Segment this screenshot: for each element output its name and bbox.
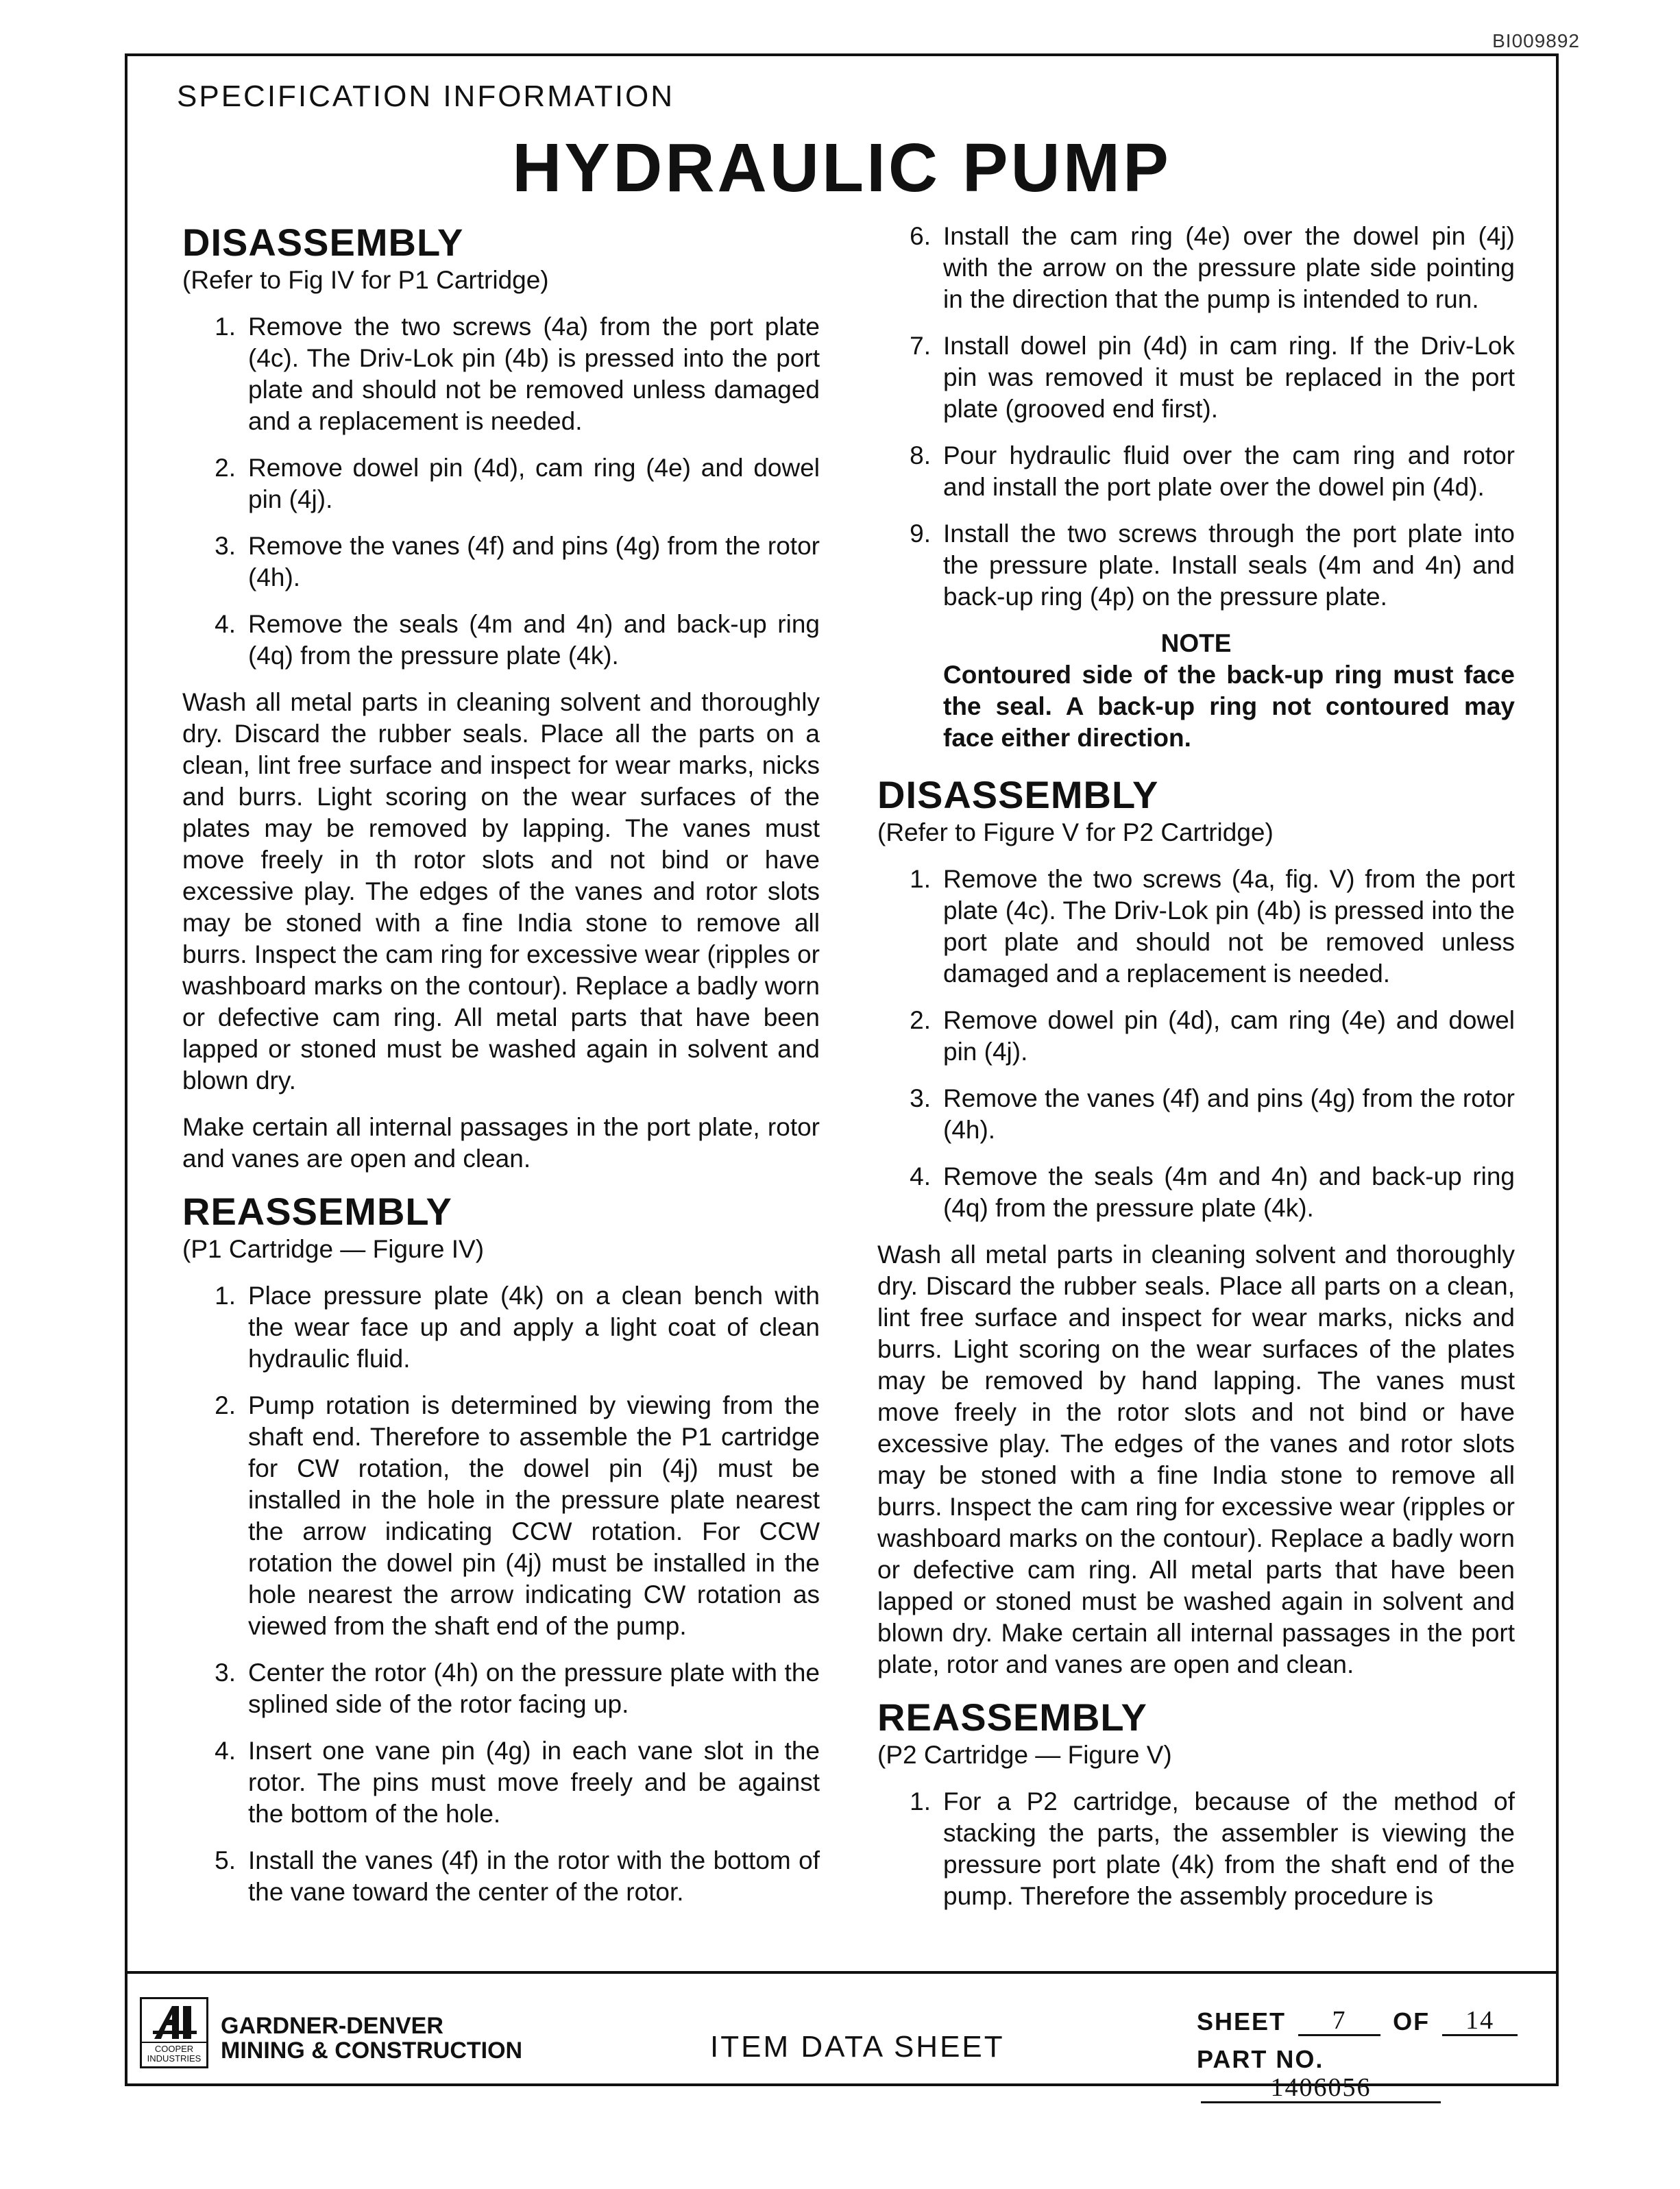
- step-number: 1.: [215, 313, 236, 341]
- reassembly-heading: REASSEMBLY: [182, 1190, 452, 1233]
- step: [877, 1786, 1515, 1912]
- step: [182, 609, 820, 672]
- step-number: 2.: [910, 1006, 931, 1034]
- cleaning-paragraph: Wash all metal parts in cleaning solvent and thoroughly dry. Discard the rubber seals. Place all the parts on a clean, lint free surface and inspect for wear marks, nicks and burrs. Light scoring on the wear surfaces of the plates may be removed by lapping. The vanes must move freely in th rotor slots and not bind or have excessive play. The edges of the vanes and rotor slots may be stoned with a fine India stone to remove all burrs. Inspect the cam ring for excessive wear (ripples or washboard marks on the contour). Replace a badly worn or defective cam ring. All metal parts that have been lapped or stoned must be washed again in solvent and blown dry.: [182, 688, 820, 1094]
- gardner-denver-logo-icon: [151, 2003, 198, 2042]
- step: [182, 452, 820, 515]
- of-label: OF: [1393, 2007, 1431, 2035]
- step-number: 7.: [910, 332, 931, 360]
- company-line-2: MINING & CONSTRUCTION: [221, 2038, 523, 2064]
- step-text: Remove the seals (4m and 4n) and back-up ring (4q) from the pressure plate (4k).: [943, 1162, 1515, 1222]
- step-number: 3.: [910, 1084, 931, 1112]
- company-name: [221, 2014, 522, 2063]
- step: [182, 311, 820, 437]
- step: [182, 1845, 820, 1908]
- step-text: Insert one vane pin (4g) in each vane slot in the rotor. The pins must move freely and be against the bottom of the hole.: [248, 1737, 820, 1828]
- step: [877, 440, 1515, 503]
- right-column: [877, 221, 1515, 1927]
- step-number: 4.: [215, 610, 236, 638]
- step-text: Center the rotor (4h) on the pressure plate with the splined side of the rotor facing up.: [248, 1659, 820, 1718]
- step: [877, 330, 1515, 425]
- step-text: Remove the vanes (4f) and pins (4g) from the rotor (4h).: [248, 532, 820, 591]
- step: [182, 1390, 820, 1642]
- step-text: Remove the seals (4m and 4n) and back-up ring (4q) from the pressure plate (4k).: [248, 610, 820, 670]
- step-number: 9.: [910, 519, 931, 548]
- step-number: 1.: [910, 1787, 931, 1815]
- step: [182, 530, 820, 594]
- step: [877, 1005, 1515, 1068]
- step-text: Pour hydraulic fluid over the cam ring and rotor and install the port plate over the dowel pin (4d).: [943, 441, 1515, 501]
- step: [182, 1735, 820, 1830]
- reassembly-heading-p2: REASSEMBLY: [877, 1696, 1147, 1739]
- step-number: 5.: [215, 1846, 236, 1874]
- step-number: 8.: [910, 441, 931, 469]
- step-number: 6.: [910, 222, 931, 250]
- part-number-row: [1197, 2045, 1556, 2103]
- step-number: 2.: [215, 1391, 236, 1419]
- company-logo: [140, 1997, 208, 2068]
- disassembly-steps-p2: [877, 864, 1515, 1224]
- disassembly-heading-p2: DISASSEMBLY: [877, 773, 1159, 816]
- step: [877, 864, 1515, 990]
- step-text: Pump rotation is determined by viewing from the shaft end. Therefore to assemble the P1 cartridge for CW rotation, the dowel pin (4j) must be installed in the hole in the pressure plate nearest the arrow indicating CCW rotation. For CCW rotation the dowel pin (4j) must be installed in the hole nearest the arrow indicating CW rotation as viewed from the shaft end of the pump.: [248, 1391, 820, 1640]
- footer: [127, 1971, 1556, 2102]
- step-text: Remove dowel pin (4d), cam ring (4e) and dowel pin (4j).: [943, 1006, 1515, 1066]
- step-number: 3.: [215, 532, 236, 560]
- disassembly-steps: [182, 311, 820, 672]
- reassembly-steps: [182, 1280, 820, 1908]
- document-id: BI009892: [1492, 30, 1580, 51]
- item-data-sheet-label: ITEM DATA SHEET: [710, 2030, 1005, 2064]
- step-text: Install the cam ring (4e) over the dowel pin (4j) with the arrow on the pressure plate side pointing in the direction that the pump is intended to run.: [943, 222, 1515, 313]
- note-heading: NOTE: [1160, 629, 1232, 657]
- step-number: 1.: [910, 865, 931, 893]
- step-text: Remove dowel pin (4d), cam ring (4e) and dowel pin (4j).: [248, 454, 820, 513]
- part-label: PART NO.: [1197, 2045, 1324, 2073]
- step-text: Install the vanes (4f) in the rotor with the bottom of the vane toward the center of the rotor.: [248, 1846, 820, 1906]
- disassembly-reference: (Refer to Fig IV for P1 Cartridge): [182, 266, 549, 294]
- reassembly-reference-p2: (P2 Cartridge — Figure V): [877, 1741, 1172, 1769]
- logo-subtext: COOPER INDUSTRIES: [142, 2042, 206, 2064]
- sheet-number-row: [1197, 2007, 1522, 2036]
- step: [877, 1083, 1515, 1146]
- reassembly-steps-p2: [877, 1786, 1515, 1912]
- step-text: Install the two screws through the port plate into the pressure plate. Install seals (4m and 4n) and back-up ring (4p) on the pressure plate.: [943, 519, 1515, 611]
- step: [182, 1657, 820, 1720]
- reassembly-steps-continued: [877, 221, 1515, 613]
- part-number: 1406056: [1201, 2074, 1441, 2103]
- page-title: HYDRAULIC PUMP: [512, 130, 1171, 206]
- step-text: Place pressure plate (4k) on a clean bench with the wear face up and apply a light coat of clean hydraulic fluid.: [248, 1282, 820, 1373]
- sheet-number: 7: [1298, 2007, 1380, 2036]
- step: [877, 221, 1515, 315]
- cleaning-paragraph-p2: Wash all metal parts in cleaning solvent and thoroughly dry. Discard the rubber seals. Place all parts on a clean, lint free surface and inspect for wear marks, nicks and burrs. Light scoring on the wear surfaces of the plates may be removed by hand lapping. The vanes must move freely in the rotor slots and not bind or have excessive play. The edges of the vanes and rotor slots may be stoned with a fine India stone to remove all burrs. Inspect the cam ring for excessive wear (ripples or washboard marks on the contour). Replace a badly worn or defective cam ring. All metal parts that have been lapped or stoned must be washed again in solvent and blown dry. Make certain all internal passages in the port plate, rotor and vanes are open and clean.: [877, 1240, 1515, 1678]
- note-body: Contoured side of the back-up ring must face the seal. A back-up ring not contoured may face either direction.: [943, 661, 1515, 752]
- disassembly-heading: DISASSEMBLY: [182, 221, 464, 264]
- disassembly-reference-p2: (Refer to Figure V for P2 Cartridge): [877, 818, 1274, 846]
- step-text: Install dowel pin (4d) in cam ring. If the Driv-Lok pin was removed it must be replaced in the port plate (grooved end first).: [943, 332, 1515, 423]
- step-number: 3.: [215, 1659, 236, 1687]
- step-number: 1.: [215, 1282, 236, 1310]
- sheet-label: SHEET: [1197, 2007, 1287, 2035]
- step-text: Remove the two screws (4a, fig. V) from the port plate (4c). The Driv-Lok pin (4b) is pressed into the port plate and should not be removed unless damaged and a replacement is needed.: [943, 865, 1515, 988]
- step-text: For a P2 cartridge, because of the method of stacking the parts, the assembler is viewing the pressure port plate (4k) from the shaft end of the pump. Therefore the assembly procedure is: [943, 1787, 1515, 1910]
- left-column: [182, 221, 820, 1923]
- step-text: Remove the two screws (4a) from the port plate (4c). The Driv-Lok pin (4b) is pressed into the port plate and should not be removed unless damaged and a replacement is needed.: [248, 313, 820, 435]
- reassembly-reference: (P1 Cartridge — Figure IV): [182, 1235, 485, 1263]
- sheet-total: 14: [1442, 2007, 1518, 2036]
- company-line-1: GARDNER-DENVER: [221, 2013, 443, 2039]
- page-frame: [125, 53, 1559, 2102]
- step-number: 2.: [215, 454, 236, 482]
- step: [182, 1280, 820, 1375]
- step-number: 4.: [910, 1162, 931, 1190]
- step-number: 4.: [215, 1737, 236, 1765]
- spec-label: SPECIFICATION INFORMATION: [177, 80, 675, 113]
- step: [877, 1161, 1515, 1224]
- step-text: Remove the vanes (4f) and pins (4g) from the rotor (4h).: [943, 1084, 1515, 1144]
- passages-paragraph: Make certain all internal passages in the port plate, rotor and vanes are open and clean.: [182, 1113, 820, 1173]
- step: [877, 518, 1515, 613]
